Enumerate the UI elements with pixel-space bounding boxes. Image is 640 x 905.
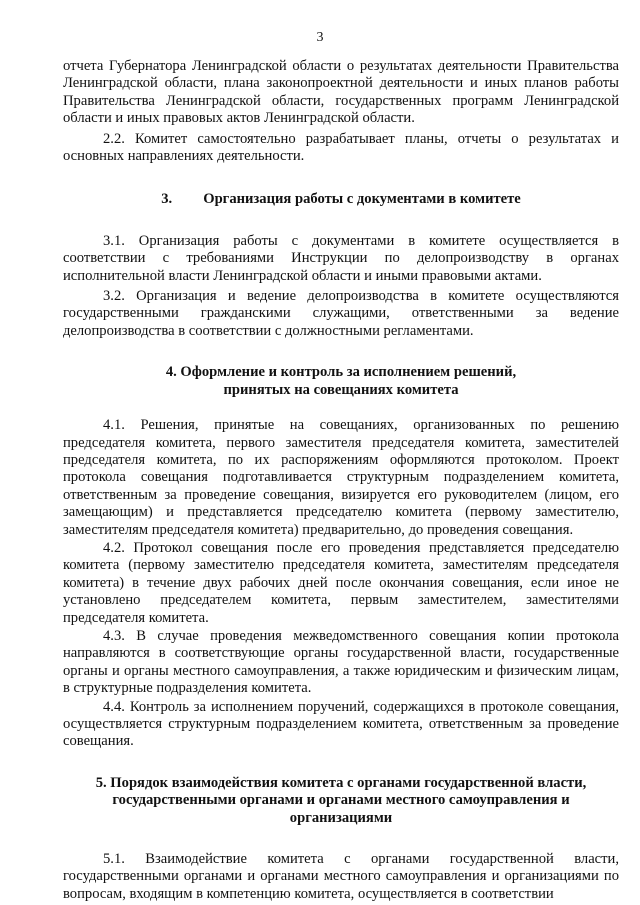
paragraph-4-4: 4.4. Контроль за исполнением поручений, содержащихся в протоколе совещания, осуществляется структурным подразделением комитета, ответственным за проведение совещания.: [63, 698, 619, 750]
section-3-title: Организация работы с документами в комитете: [203, 191, 521, 208]
paragraph-continuation: отчета Губернатора Ленинградской области о результатах деятельности Правительства Ленинградской области, плана законопроектной деятельности и иных планов работы Правительства Ленинградской области, государственных программ Ленинградской области и иных правовых актов Ленинградской области.: [63, 58, 619, 127]
section-5-heading: [63, 775, 619, 827]
section-5-title-line-3: организациями: [289, 809, 393, 826]
paragraph-4-3: 4.3. В случае проведения межведомственного совещания копии протокола направляются в соответствующие органы государственной власти, государственные органы и органы местного самоуправления, а также юридическим и физическим лицам, в структурные подразделения комитета.: [63, 627, 619, 697]
paragraph-2-2: 2.2. Комитет самостоятельно разрабатывает планы, отчеты о результатах и основных направлениях деятельности.: [63, 130, 619, 165]
paragraph-4-1: 4.1. Решения, принятые на совещаниях, организованных по решению председателя комитета, первого заместителя председателя комитета, заместителей председателя комитета, по их распоряжениям оформляются протоколом. Проект протокола совещания подготавливается структурным подразделением комитета, ответственным за проведение совещания, визируется его руководителем (лицом, его замещающим) и представляется председателю комитета (первому заместителю, заместителям председателя комитета) предварительно, до проведения совещания.: [63, 417, 619, 538]
section-4-title-line-2: принятых на совещаниях комитета: [223, 381, 459, 398]
section-4-title-line-1: 4. Оформление и контроль за исполнением решений,: [165, 364, 517, 381]
section-3-heading: [63, 191, 619, 208]
section-4-heading: [63, 364, 619, 399]
section-5-title-line-2: государственными органами и органами местного самоуправления и: [112, 792, 570, 809]
document-body: [63, 58, 619, 903]
section-5-title-line-1: 5. Порядок взаимодействия комитета с органами государственной власти,: [95, 774, 587, 791]
paragraph-3-2: 3.2. Организация и ведение делопроизводства в комитете осуществляются государственными гражданскими служащими, ответственными за ведение делопроизводства в соответствии с должностными регламентами.: [63, 288, 619, 339]
page-number: 3: [316, 30, 324, 45]
paragraph-4-2: 4.2. Протокол совещания после его проведения представляется председателю комитета (первому заместителю председателя комитета, заместителям председателя комитета) в течение двух рабочих дней после окончания совещания, если иное не установлено председателем комитета, первым заместителем, заместителями председателя комитета.: [63, 539, 619, 626]
section-3-number: 3.: [161, 191, 173, 208]
paragraph-3-1: 3.1. Организация работы с документами в комитете осуществляется в соответствии с требованиями Инструкции по делопроизводству в органах исполнительной власти Ленинградской области и иными правовыми актами.: [63, 232, 619, 284]
paragraph-5-1: 5.1. Взаимодействие комитета с органами государственной власти, государственными органами и органами местного самоуправления и организациями по вопросам, входящим в компетенцию комитета, осуществляется в соответствии: [63, 851, 619, 902]
